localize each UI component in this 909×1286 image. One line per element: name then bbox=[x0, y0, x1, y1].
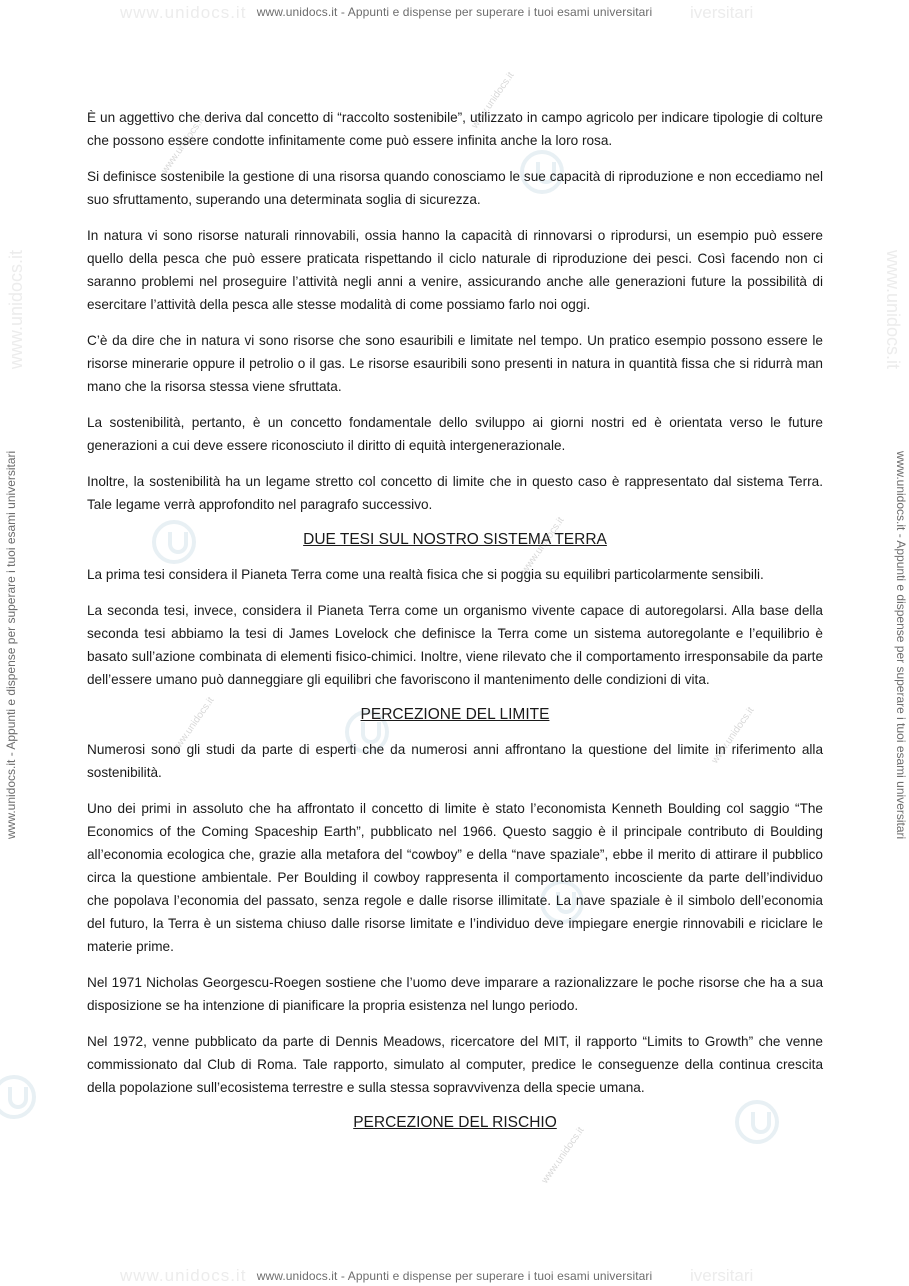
watermark-side-right: www.unidocs.it - Appunti e dispense per superare i tuoi esami universitari bbox=[894, 450, 908, 840]
watermark-diagonal: www.unidocs.it bbox=[469, 70, 517, 131]
unidocs-logo-icon bbox=[0, 1075, 36, 1119]
watermark-header: www.unidocs.it - Appunti e dispense per superare i tuoi esami universitari bbox=[256, 5, 653, 19]
paragraph: In natura vi sono risorse naturali rinnovabili, ossia hanno la capacità di rinnovarsi o riprodursi, un esempio può essere quello della pesca che può essere praticata rispettando il ciclo naturale di riproduzione dei pesci. Così facendo non ci saranno problemi nel proseguire l’attività negli anni a venire, assicurando anche alle generazioni future la possibilità di esercitare l’attività della pesca alle stesse modalità di come possiamo farlo noi oggi. bbox=[87, 228, 823, 312]
watermark-ghost-bottom-right: iversitari bbox=[690, 1266, 754, 1285]
watermark-side-left: www.unidocs.it - Appunti e dispense per superare i tuoi esami universitari bbox=[4, 450, 18, 840]
paragraph: La sostenibilità, pertanto, è un concetto fondamentale dello sviluppo ai giorni nostri ed è orientata verso le future generazioni a cui deve essere riconosciuto il diritto di equità intergenerazionale. bbox=[87, 415, 823, 453]
watermark-diagonal: www.unidocs.it bbox=[169, 695, 217, 756]
watermark-ghost-left: www.unidocs.it bbox=[6, 250, 26, 370]
section-heading: PERCEZIONE DEL RISCHIO bbox=[353, 1114, 557, 1131]
watermark-ghost-top-right: iversitari bbox=[690, 3, 754, 22]
paragraph: Numerosi sono gli studi da parte di esperti che da numerosi anni affrontano la questione del limite in riferimento alla sostenibilità. bbox=[87, 742, 823, 780]
watermark-diagonal: www.unidocs.it bbox=[709, 705, 757, 766]
paragraph: Si definisce sostenibile la gestione di una risorsa quando conosciamo le sue capacità di riproduzione e non eccediamo nel suo sfruttamento, superando una determinata soglia di sicurezza. bbox=[87, 169, 823, 207]
watermark-diagonal: www.unidocs.it bbox=[539, 1125, 587, 1186]
paragraph: La prima tesi considera il Pianeta Terra come una realtà fisica che si poggia su equilibri particolarmente sensibili. bbox=[87, 567, 764, 582]
watermark-diagonal: www.unidocs.it bbox=[159, 115, 207, 176]
paragraph: Inoltre, la sostenibilità ha un legame stretto col concetto di limite che in questo caso è rappresentato dal sistema Terra. Tale legame verrà approfondito nel paragrafo successivo. bbox=[87, 474, 823, 512]
section-heading: DUE TESI SUL NOSTRO SISTEMA TERRA bbox=[303, 531, 607, 548]
paragraph: È un aggettivo che deriva dal concetto di “raccolto sostenibile”, utilizzato in campo agricolo per indicare tipologie di colture che possono essere condotte infinitamente come può essere infinita anche la loro rosa. bbox=[87, 110, 823, 148]
paragraph: C’è da dire che in natura vi sono risorse che sono esauribili e limitate nel tempo. Un pratico esempio possono essere le risorse minerarie oppure il petrolio o il gas. Le risorse esauribili sono presenti in natura in quantità fissa che si ridurrà man mano che la risorsa stessa viene sfruttata. bbox=[87, 333, 823, 394]
paragraph: Nel 1971 Nicholas Georgescu-Roegen sostiene che l’uomo deve imparare a razionalizzare le poche risorse che ha a sua disposizione se ha intenzione di pianificare la propria esistenza nel lungo periodo. bbox=[87, 975, 823, 1013]
watermark-diagonal: www.unidocs.it bbox=[519, 515, 567, 576]
paragraph: La seconda tesi, invece, considera il Pianeta Terra come un organismo vivente capace di autoregolarsi. Alla base della seconda tesi abbiamo la tesi di James Lovelock che definisce la Terra come un sistema autoregolante e l’equilibrio è basato sull’azione combinata di elementi fisico-chimici. Inoltre, viene rilevato che il comportamento irresponsabile da parte dell’essere umano può danneggiare gli equilibri che favoriscono il mantenimento delle condizioni di vita. bbox=[87, 603, 823, 687]
section-heading: PERCEZIONE DEL LIMITE bbox=[360, 706, 550, 723]
paragraph: Uno dei primi in assoluto che ha affrontato il concetto di limite è stato l’economista Kenneth Boulding col saggio “The Economics of the Coming Spaceship Earth”, pubblicato nel 1966. Questo saggio è il principale contributo di Boulding all’economia ecologica che, grazie alla metafora del “cowboy” e della “nave spaziale”, ebbe il merito di attirare il pubblico circa la questione ambientale. Per Boulding il cowboy rappresenta il comportamento incosciente da parte dell’individuo che popolava l’economia del passato, senza regole e dalle risorse illimitate. La nave spaziale è il simbolo dell’economia del futuro, la Terra è un sistema chiuso dalle risorse limitate e l’individuo deve impiegare energie rinnovabili e riciclare le materie prime. bbox=[87, 801, 823, 954]
watermark-ghost-bottom: www.unidocs.it bbox=[120, 1266, 247, 1285]
watermark-footer: www.unidocs.it - Appunti e dispense per superare i tuoi esami universitari bbox=[256, 1269, 653, 1283]
watermark-ghost-right: www.unidocs.it bbox=[883, 250, 903, 370]
document-body bbox=[87, 106, 823, 1146]
watermark-ghost-top: www.unidocs.it bbox=[120, 3, 247, 22]
paragraph: Nel 1972, venne pubblicato da parte di Dennis Meadows, ricercatore del MIT, il rapporto “Limits to Growth” che venne commissionato dal Club di Roma. Tale rapporto, simulato al computer, predice le conseguenze della continua crescita della popolazione sull’ecosistema terrestre e sulla stessa sopravvivenza della specie umana. bbox=[87, 1034, 823, 1095]
